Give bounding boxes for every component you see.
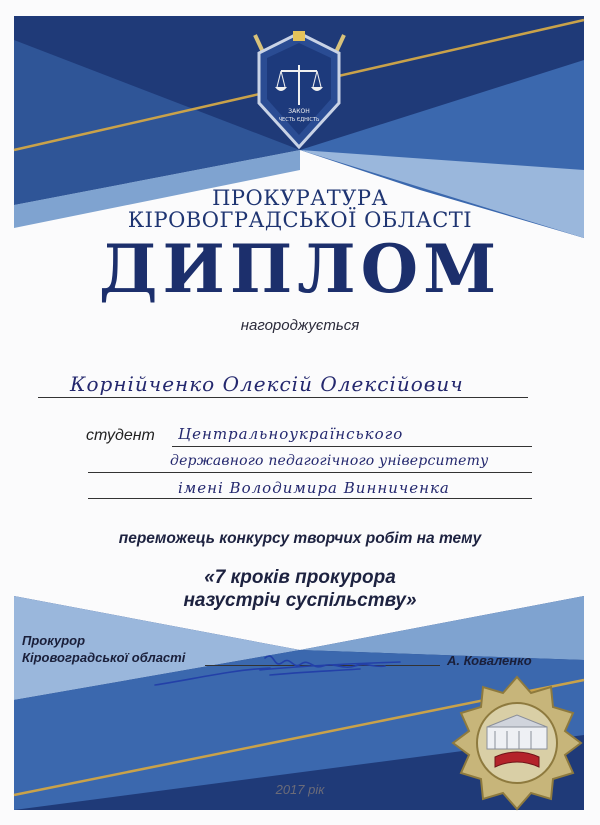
building-icon (487, 727, 547, 749)
issue-year: 2017 рік (275, 782, 325, 797)
awarded-label: нагороджується (240, 317, 360, 334)
signatory-position-line1: Прокурор (22, 633, 86, 648)
university-emblem (446, 672, 588, 814)
emblem-motto-1: ЗАКОН (288, 108, 310, 115)
signatory-name: А. Коваленко (447, 653, 532, 668)
achievement-text: переможець конкурсу творчих робіт на тему (118, 530, 482, 547)
status-label: студент (86, 427, 155, 444)
signatory-position-line2: Кіровоградської області (22, 650, 186, 665)
prosecutor-emblem (247, 25, 352, 155)
org-name-line1: ПРОКУРАТУРА (212, 186, 388, 210)
institution-underline1 (172, 446, 532, 447)
page-title: ДИПЛОМ (98, 230, 502, 308)
institution-line3: імені Володимира Винниченка (178, 479, 450, 497)
institution-line1: Центральноукраїнського (178, 425, 404, 443)
institution-line2: державного педагогічного університету (170, 453, 489, 469)
trident-icon (293, 31, 305, 41)
institution-underline2 (88, 472, 532, 473)
recipient-underline (38, 397, 528, 398)
org-name-line2: КІРОВОГРАДСЬКОЇ ОБЛАСТІ (127, 208, 473, 232)
recipient-name: Корнійченко Олексій Олексійович (70, 372, 464, 396)
handwritten-signature (150, 640, 410, 695)
topic-line2: назустріч суспільству» (183, 590, 417, 611)
topic-line1: «7 кроків прокурора (204, 567, 396, 588)
emblem-motto-2: ЧЕСТЬ ЄДНІСТЬ (278, 117, 320, 123)
institution-underline3 (88, 498, 532, 499)
